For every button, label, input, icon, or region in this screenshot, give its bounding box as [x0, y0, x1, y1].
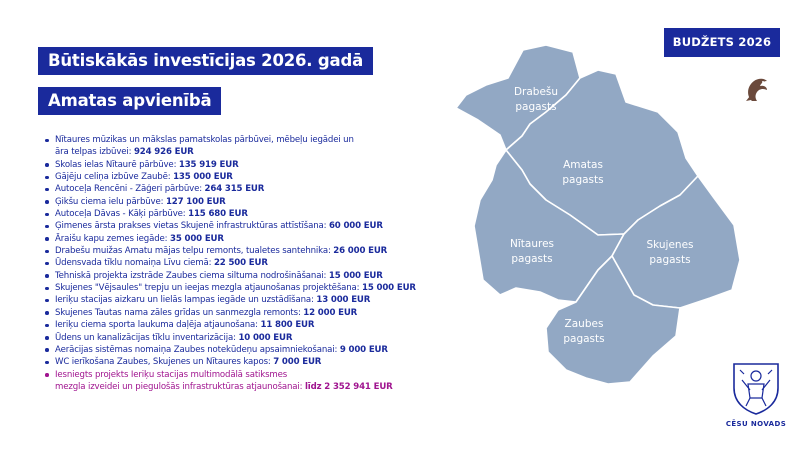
- investment-text: Āraišu kapu zemes iegāde:: [55, 233, 170, 244]
- investment-amount: 11 800 EUR: [260, 320, 315, 331]
- investment-text: Ieriķu ciema sporta laukuma daļēja atjaunošana:: [55, 320, 261, 331]
- investment-text-cont: mezgla izveidei un piegulošās infrastruktūras atjaunošanai:: [55, 381, 305, 392]
- investment-text: Iesniegts projekts Ieriķu stacijas multimodālā satiksmes: [55, 369, 288, 380]
- investment-item: [44, 183, 444, 195]
- investment-text: Drabešu muižas Amatu mājas telpu remonts, tualetes santehnika:: [55, 246, 334, 257]
- label-nitaures-2: pagasts: [511, 253, 553, 265]
- investment-amount: 60 000 EUR: [328, 221, 383, 232]
- investment-amount: 264 315 EUR: [204, 184, 265, 195]
- investment-amount: līdz 2 352 941 EUR: [304, 381, 393, 392]
- investment-item: [44, 332, 444, 344]
- investment-text: Nītaures mūzikas un mākslas pamatskolas pārbūvei, mēbeļu iegādei un: [55, 135, 354, 145]
- investment-item: [44, 196, 444, 208]
- investment-text: Ģimenes ārsta prakses vietas Skujenē infrastruktūras attīstīšana:: [55, 221, 329, 232]
- salmon-logo-icon: [742, 74, 772, 104]
- investment-text: Ģikšu ciema ielu pārbūve:: [55, 196, 166, 207]
- investment-text: Skolas ielas Nītaurē pārbūve:: [55, 159, 179, 170]
- investment-amount: 924 926 EUR: [133, 147, 194, 158]
- investment-item: [44, 270, 444, 282]
- investment-text: Autoceļa Rencēni - Zāģeri pārbūve:: [55, 184, 205, 195]
- investment-amount: 115 680 EUR: [188, 209, 248, 220]
- investment-amount: 9 000 EUR: [339, 344, 388, 355]
- investment-text: Tehniskā projekta izstrāde Zaubes ciema siltuma nodrošināšanai:: [55, 270, 329, 281]
- investment-item: [44, 208, 444, 220]
- investment-item: [44, 233, 444, 245]
- label-amatas-1: Amatas: [563, 159, 603, 171]
- label-nitaures-1: Nītaures: [510, 238, 554, 250]
- investment-text: Gājēju celiņa izbūve Zaubē:: [55, 172, 174, 183]
- investment-amount: 35 000 EUR: [169, 233, 224, 244]
- investment-amount: 15 000 EUR: [362, 283, 416, 294]
- investment-item: [44, 171, 444, 183]
- label-drabesu-1: Drabešu: [513, 86, 559, 98]
- investment-text: Skujenes Tautas nama zāles grīdas un sanmezgla remonts:: [55, 307, 304, 318]
- investment-item: [44, 294, 444, 306]
- investment-amount: 135 000 EUR: [173, 172, 233, 183]
- investment-item: [44, 356, 444, 368]
- investment-amount: 10 000 EUR: [238, 332, 293, 343]
- investment-text-continued: [55, 381, 444, 393]
- cesu-novads-coat-of-arms-icon: [728, 360, 784, 416]
- label-skujenes-1: Skujenes: [646, 239, 694, 251]
- investment-text: WC ierīkošana Zaubes, Skujenes un Nītaures kapos:: [55, 357, 274, 368]
- investment-text: Ieriķu stacijas aizkaru un lielās lampas iegāde un uzstādīšana:: [55, 295, 317, 306]
- label-amatas-2: pagasts: [562, 174, 604, 186]
- investment-item-highlight: [44, 369, 444, 394]
- investment-item: [44, 282, 444, 294]
- investment-item: [44, 220, 444, 232]
- investment-amount: 22 500 EUR: [213, 258, 268, 269]
- investment-amount: 13 000 EUR: [316, 295, 371, 306]
- investment-amount: 127 100 EUR: [165, 196, 226, 207]
- investment-item: [44, 307, 444, 319]
- investment-item: [44, 134, 444, 159]
- investment-text: Ūdens un kanalizācijas tīklu inventarizācija:: [55, 332, 239, 343]
- investment-text-cont: āra telpas izbūvei:: [55, 147, 134, 158]
- municipality-label: CĒSU NOVADS: [725, 420, 787, 428]
- label-drabesu-2: pagasts: [515, 101, 557, 113]
- budget-badge: BUDŽETS 2026: [664, 28, 780, 57]
- investment-item: [44, 319, 444, 331]
- investment-item: [44, 159, 444, 171]
- page-title: Būtiskākās investīcijas 2026. gadā: [38, 47, 373, 75]
- label-skujenes-2: pagasts: [649, 254, 691, 266]
- investment-text: Skujenes "Vējsaules" trepju un ieejas mezgla atjaunošanas projektēšana:: [55, 283, 363, 294]
- investment-amount: 26 000 EUR: [333, 246, 388, 257]
- investment-text: Aerācijas sistēmas nomaiņa Zaubes notekūdeņu apsaimniekošanai:: [55, 344, 340, 355]
- investment-text-continued: [55, 146, 444, 158]
- parish-map: [448, 40, 748, 400]
- investment-item: [44, 245, 444, 257]
- investment-amount: 7 000 EUR: [273, 357, 322, 368]
- label-zaubes-1: Zaubes: [564, 318, 604, 330]
- investment-list: [44, 134, 444, 393]
- page-subtitle: Amatas apvienībā: [38, 87, 221, 115]
- label-zaubes-2: pagasts: [563, 333, 605, 345]
- investment-item: [44, 344, 444, 356]
- investment-amount: 12 000 EUR: [303, 307, 358, 318]
- investment-amount: 15 000 EUR: [328, 270, 383, 281]
- investment-item: [44, 257, 444, 269]
- investment-text: Autoceļa Dāvas - Kāķi pārbūve:: [55, 209, 189, 220]
- investment-text: Ūdensvada tīklu nomaiņa Līvu ciemā:: [55, 258, 214, 269]
- investment-amount: 135 919 EUR: [178, 159, 239, 170]
